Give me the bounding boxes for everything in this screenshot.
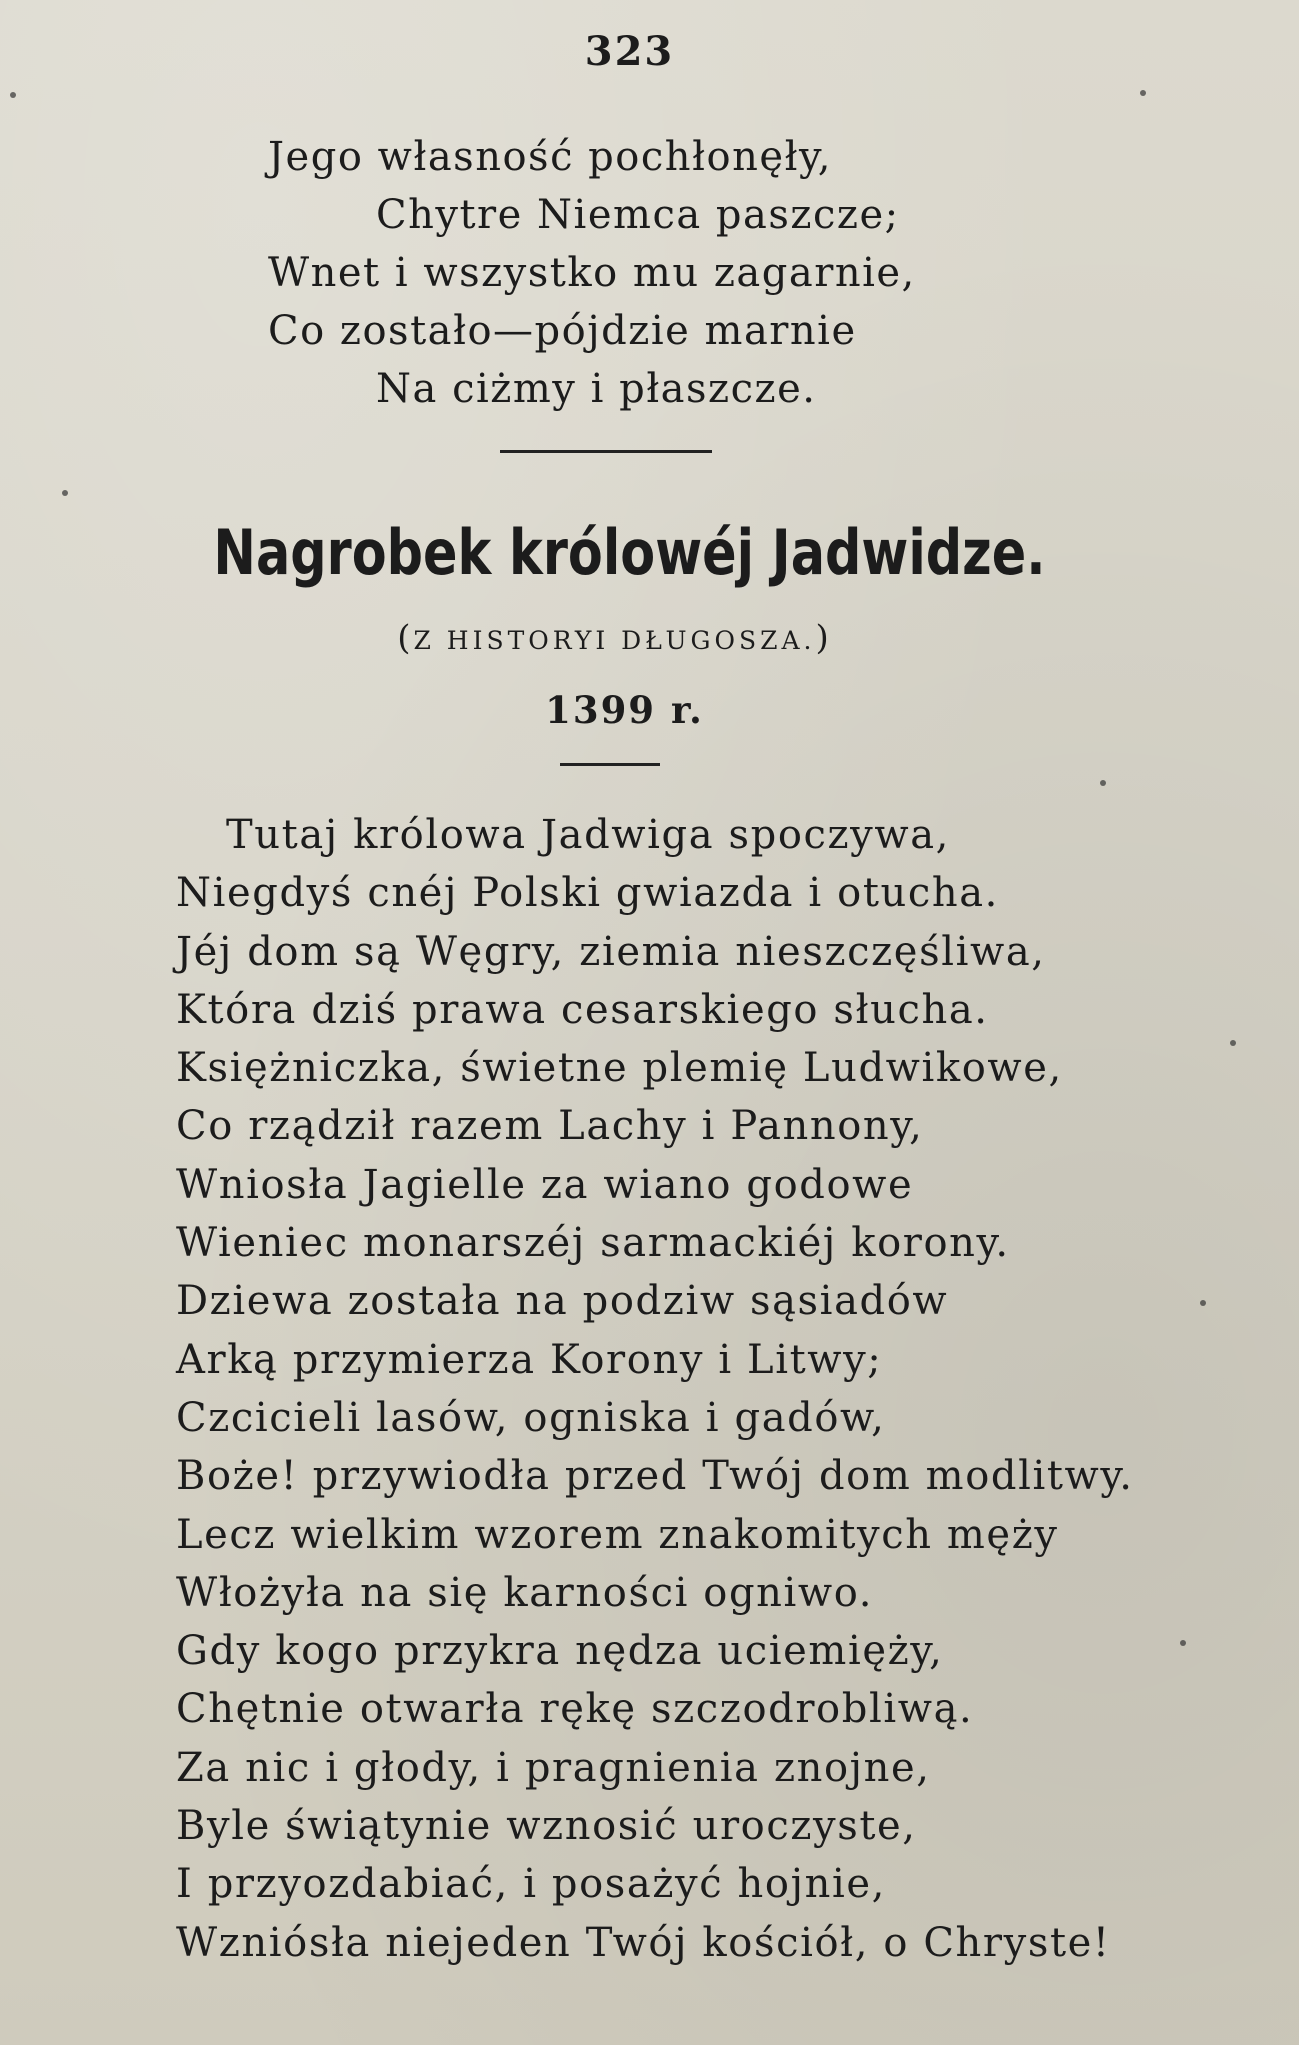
page-number: 323 [584, 28, 675, 75]
section-divider [500, 450, 712, 453]
poem-line: Włożyła na się karności ogniwo. [176, 1569, 874, 1616]
stanza-line: Jego własność pochłonęły, [268, 134, 832, 180]
poem-line: Co rządził razem Lachy i Pannony, [176, 1103, 924, 1150]
stanza-line: Chytre Niemca paszcze; [376, 192, 900, 238]
subtitle-text: Z HISTORYI DŁUGOSZA. [413, 626, 816, 655]
paper-speck [62, 490, 68, 496]
poem-line: Za nic i głody, i pragnienia znojne, [176, 1744, 931, 1791]
stanza-line: Wnet i wszystko mu zagarnie, [268, 250, 916, 296]
poem-body [176, 806, 1134, 1972]
poem-line: Lecz wielkim wzorem znakomitych męży [176, 1511, 1059, 1558]
poem-line: Gdy kogo przykra nędza uciemięży, [176, 1628, 944, 1675]
paper-speck [1200, 1300, 1206, 1306]
poem-subtitle [0, 618, 1299, 658]
paper-speck [1100, 780, 1106, 786]
poem-line: Wniosła Jagielle za wiano godowe [176, 1161, 914, 1208]
poem-line: Tutaj królowa Jadwiga spoczywa, [226, 812, 950, 858]
poem-line: Czcicieli lasów, ogniska i gadów, [176, 1394, 886, 1441]
poem-line: Arką przymierza Korony i Litwy; [176, 1336, 883, 1383]
stanza-line: Na ciżmy i płaszcze. [376, 366, 817, 412]
poem-line: Która dziś prawa cesarskiego słucha. [176, 986, 989, 1033]
poem-line: Boże! przywiodła przed Twój dom modlitwy. [176, 1453, 1134, 1500]
stanza-line: Co zostało—pójdzie marnie [268, 308, 857, 354]
poem-line: Księżniczka, świetne plemię Ludwikowe, [176, 1045, 1063, 1092]
poem-line: Niegdyś cnéj Polski gwiazda i otucha. [176, 870, 999, 917]
poem-line: I przyozdabiać, i posażyć hojnie, [176, 1861, 886, 1908]
paper-speck [10, 92, 16, 98]
paper-speck [1230, 1040, 1236, 1046]
poem-line: Wieniec monarszéj sarmackiéj korony. [176, 1220, 1010, 1267]
poem-line: Dziewa została na podziw sąsiadów [176, 1278, 949, 1325]
paper-speck [1140, 90, 1146, 96]
poem-line: Wzniósła niejeden Twój kościół, o Chryste! [176, 1919, 1111, 1966]
poem-line: Jéj dom są Węgry, ziemia nieszczęśliwa, [176, 928, 1046, 975]
subtitle-open-paren: ( [397, 618, 414, 658]
title-divider [560, 763, 660, 766]
poem-date: 1399 r. [545, 688, 704, 732]
top-stanza [268, 128, 916, 418]
poem-line: Chętnie otwarła rękę szczodrobliwą. [176, 1686, 974, 1733]
subtitle-close-paren: ) [815, 618, 832, 658]
poem-line: Byle świątynie wznosić uroczyste, [176, 1803, 917, 1850]
poem-title: Nagrobek królowéj Jadwidze. [213, 516, 1046, 589]
paper-speck [1180, 1640, 1186, 1646]
